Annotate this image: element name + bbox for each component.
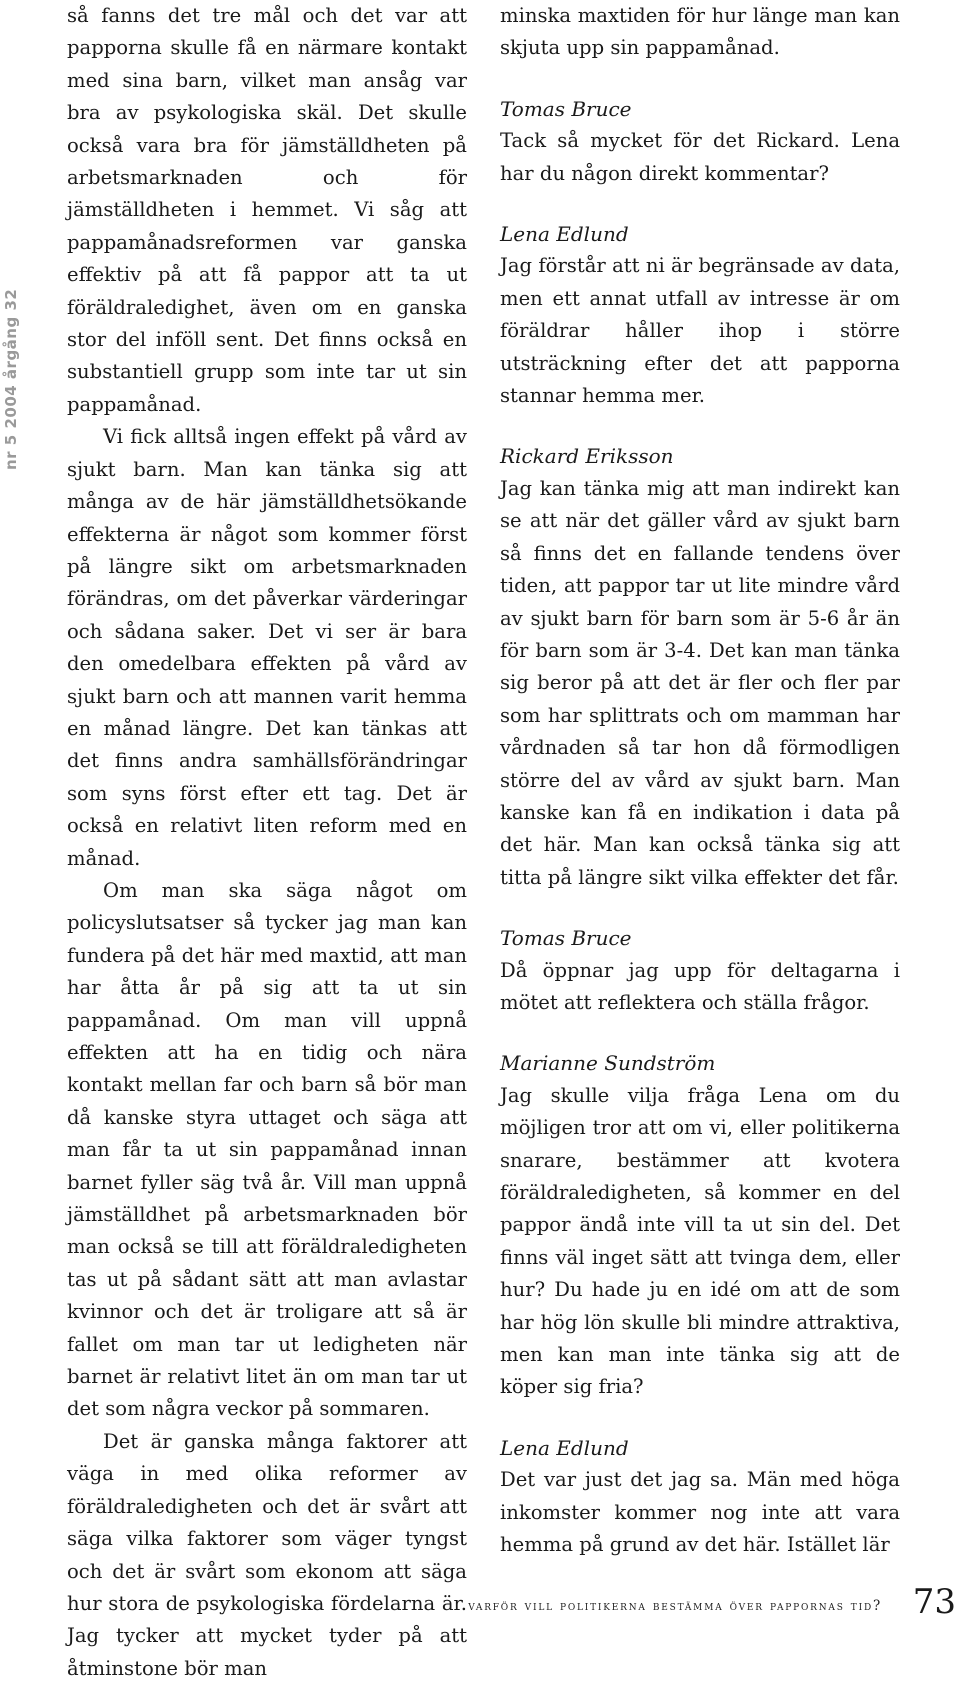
issue-label: nr 5 2004 årgång 32 — [2, 288, 20, 470]
page-number: 73 — [912, 1582, 956, 1622]
running-title: varför vill politikerna bestämma över pappornas tid? — [468, 1598, 882, 1614]
paragraph: Om man ska säga något om policyslutsatser så tycker jag man kan fundera på det här med maxtid, att man har åtta år på sig att ta ut sin pappamånad. Om man vill uppnå effekten att ha en tidig och nära kontakt mellan far och barn så bör man då kanske styra uttaget och säga att man får ta ut sin pappamånad innan barnet fyller säg två år. Vill man uppnå jämställdhet på arbetsmarknaden bör man också se till att föräldraledigheten tas ut på sådant sätt att man avlastar kvinnor och det är troligare att så är fallet om man tar ut ledigheten när barnet är relativt litet än om man tar ut det som några veckor på sommaren. — [67, 878, 467, 1421]
paragraph: så fanns det tre mål och det var att papporna skulle få en närmare kontakt med sina barn, vilket man ansåg var bra av psykologiska skäl. Det skulle också vara bra för jämställdheten på arbetsmarknaden och för jämställdheten i hemmet. Vi såg att pappamånadsreformen var ganska effektiv på att få pappor att ta ut föräldraledighet, även om en ganska stor del inföll sent. Det finns också en substantiell grupp som inte tar ut sin pappamånad. — [67, 4, 467, 416]
speaker-text: Det var just det jag sa. Män med höga inkomster kommer nog inte att vara hemma på grund av det här. Istället lär — [500, 1468, 900, 1557]
speaker-name: Lena Edlund — [500, 1435, 629, 1460]
page-footer — [360, 1582, 960, 1622]
paragraph: Vi fick alltså ingen effekt på vård av sjukt barn. Man kan tänka sig att många av de här jämställdhetsökande effekterna är något som kommer först på längre sikt om arbetsmarknaden förändras, om det påverkar värderingar och sådana saker. Det vi ser är bara den omedelbara effekten på vård av sjukt barn och att mannen varit hemma en månad längre. Det kan tänkas att det finns andra samhällsförändringar som syns först efter ett tag. Det är också en relativt liten reform med en månad. — [67, 425, 467, 870]
speaker-name: Tomas Bruce — [500, 926, 632, 951]
speaker-name: Lena Edlund — [500, 222, 629, 247]
speaker-text: Då öppnar jag upp för deltagarna i mötet att reflektera och ställa frågor. — [500, 958, 900, 1014]
speaker-text: Jag kan tänka mig att man indirekt kan se att när det gäller vård av sjukt barn så finns det en fallande tendens över tiden, att pappor tar ut lite mindre vård av sjukt barn för barn som är 5-6 år än för barn som är 3-4. Det kan man tänka sig beror på att det är fler och fler par som har splittrats och om mamman har vårdnaden så tar hon då förmodligen större del av vård av sjukt barn. Man kanske kan få en indikation i data på det här. Man kan också tänka sig att titta på längre sikt vilka effekter det får. — [500, 476, 900, 889]
paragraph: minska maxtiden för hur länge man kan skjuta upp sin pappamånad. — [500, 4, 900, 60]
speaker-text: Jag skulle vilja fråga Lena om du möjligen tror att om vi, eller politikerna snarare, bestämmer att kvotera föräldraledigheten, så kommer en del pappor ändå inte vill ta ut sin del. Det finns väl inget sätt att tvinga dem, eller hur? Du hade ju en idé om att de som har hög lön skulle bli mindre attraktiva, men kan man inte tänka sig att de köper sig fria? — [500, 1083, 900, 1399]
left-column — [67, 0, 467, 1685]
speaker-name: Tomas Bruce — [500, 96, 632, 121]
speaker-text: Tack så mycket för det Rickard. Lena har du någon direkt kommentar? — [500, 129, 900, 185]
speaker-text: Jag förstår att ni är begränsade av data, men ett annat utfall av intresse är om föräldrar håller ihop i större utsträckning efter det att papporna stannar hemma mer. — [500, 254, 900, 408]
paragraph: Det är ganska många faktorer att väga in med olika reformer av föräldraledigheten och det är svårt att säga vilka faktorer som väger tyngst och det är svårt som ekonom att säga hur stora de psykologiska fördelarna är. Jag tycker att mycket tyder på att åtminstone bör man — [67, 1429, 467, 1680]
speaker-name: Marianne Sundström — [500, 1051, 716, 1076]
speaker-name: Rickard Eriksson — [500, 444, 674, 469]
right-column — [500, 0, 900, 1561]
